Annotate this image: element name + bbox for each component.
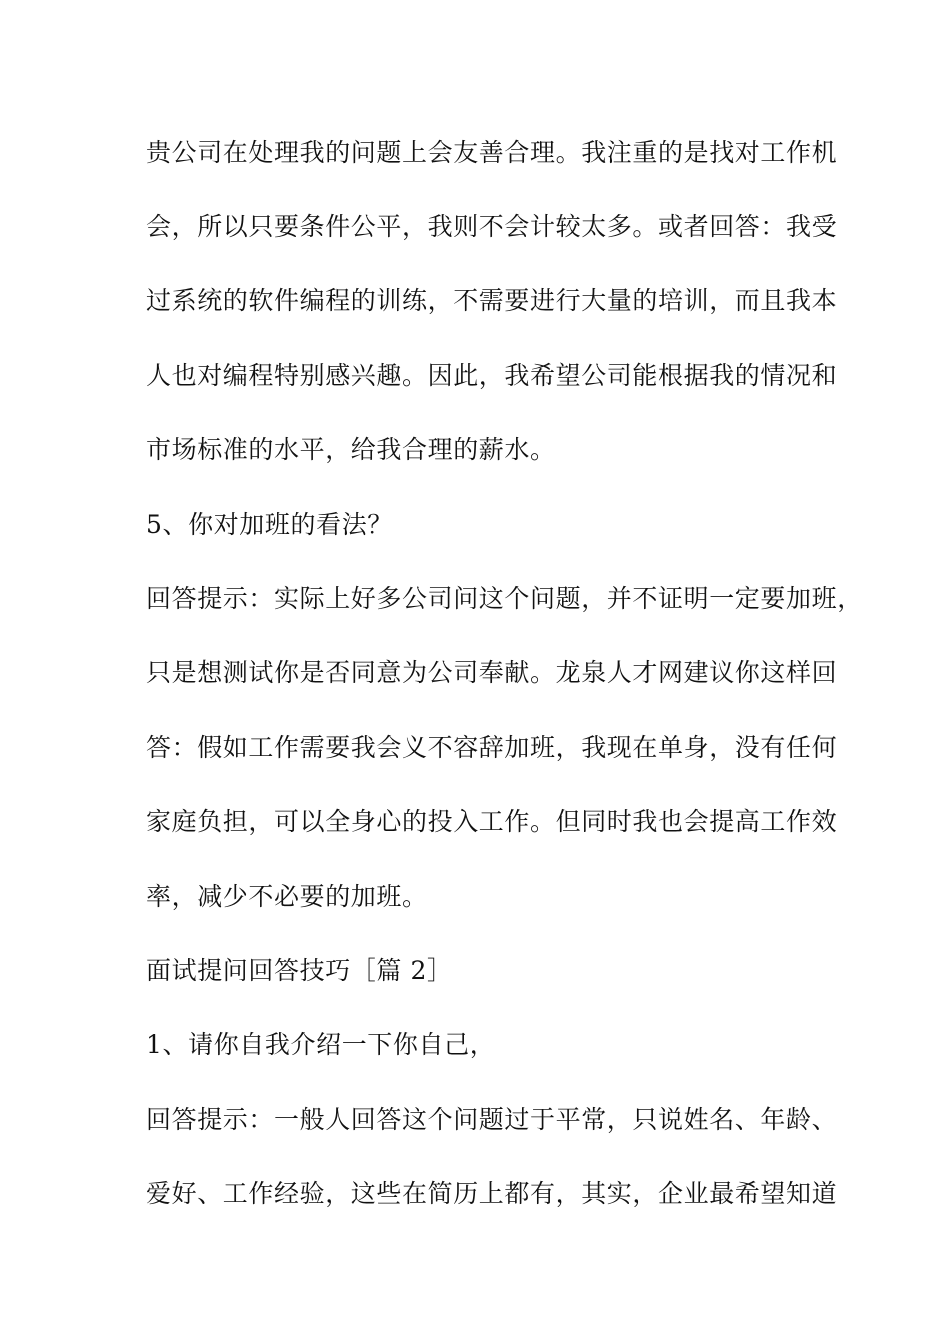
paragraph-line: 会，所以只要条件公平，我则不会计较太多。或者回答：我受	[146, 212, 838, 241]
question-heading: 1、请你自我介绍一下你自己，	[146, 1030, 496, 1059]
question-heading: 5、你对加班的看法？	[146, 510, 393, 539]
paragraph-line: 爱好、工作经验，这些在简历上都有，其实，企业最希望知道	[146, 1179, 838, 1208]
paragraph-line: 只是想测试你是否同意为公司奉献。龙泉人才网建议你这样回	[146, 658, 838, 687]
paragraph-line: 人也对编程特别感兴趣。因此，我希望公司能根据我的情况和	[146, 361, 838, 390]
section-heading: 面试提问回答技巧［篇 2］	[146, 956, 453, 985]
paragraph-line: 家庭负担，可以全身心的投入工作。但同时我也会提高工作效	[146, 807, 838, 836]
paragraph-line: 市场标准的水平，给我合理的薪水。	[146, 435, 556, 464]
paragraph-line: 率，减少不必要的加班。	[146, 882, 428, 911]
paragraph-line: 回答提示：一般人回答这个问题过于平常，只说姓名、年龄、	[146, 1105, 838, 1134]
paragraph-line: 贵公司在处理我的问题上会友善合理。我注重的是找对工作机	[146, 138, 838, 167]
paragraph-line: 答：假如工作需要我会义不容辞加班，我现在单身，没有任何	[146, 733, 838, 762]
paragraph-line: 过系统的软件编程的训练，不需要进行大量的培训，而且我本	[146, 286, 838, 315]
paragraph-line: 回答提示：实际上好多公司问这个问题，并不证明一定要加班，	[146, 584, 863, 613]
